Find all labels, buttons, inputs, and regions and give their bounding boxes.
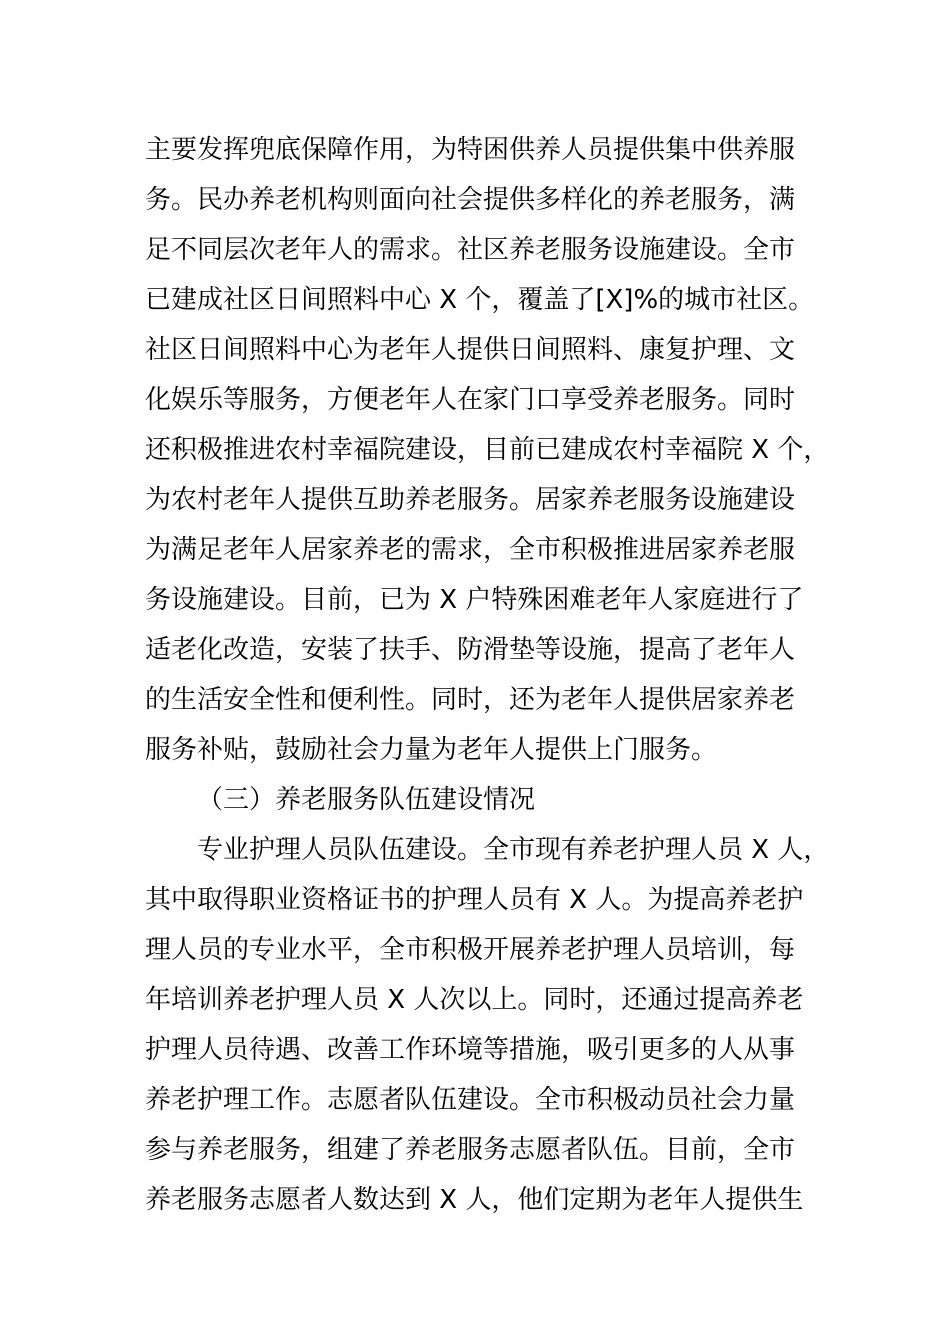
text-line: 养老护理工作。志愿者队伍建设。全市积极动员社会力量 [145, 1085, 796, 1115]
text-line: 参与养老服务，组建了养老服务志愿者队伍。目前，全市 [145, 1135, 796, 1165]
text-line: 足不同层次老年人的需求。社区养老服务设施建设。全市 [145, 235, 796, 265]
section-heading: （三）养老服务队伍建设情况 [197, 785, 536, 815]
text-line: 的生活安全性和便利性。同时，还为老年人提供居家养老 [145, 685, 796, 715]
text-line: 理人员的专业水平，全市积极开展养老护理人员培训，每 [145, 935, 796, 965]
text-line: 其中取得职业资格证书的护理人员有 X 人。为提高养老护 [145, 885, 804, 915]
text-line: 还积极推进农村幸福院建设，目前已建成农村幸福院 X 个， [145, 435, 830, 465]
text-line: 年培训养老护理人员 X 人次以上。同时，还通过提高养老 [145, 985, 804, 1015]
text-line: 服务补贴，鼓励社会力量为老年人提供上门服务。 [145, 735, 718, 765]
text-line: 社区日间照料中心为老年人提供日间照料、康复护理、文 [145, 335, 796, 365]
text-line: 养老服务志愿者人数达到 X 人，他们定期为老年人提供生 [145, 1185, 804, 1215]
text-line: 护理人员待遇、改善工作环境等措施，吸引更多的人从事 [145, 1035, 796, 1065]
paragraph-first-line: 专业护理人员队伍建设。全市现有养老护理人员 X 人， [197, 835, 830, 865]
text-line: 务。民办养老机构则面向社会提供多样化的养老服务，满 [145, 185, 796, 215]
text-line: 为满足老年人居家养老的需求，全市积极推进居家养老服 [145, 535, 796, 565]
text-line: 适老化改造，安装了扶手、防滑垫等设施，提高了老年人 [145, 635, 796, 665]
text-line: 为农村老年人提供互助养老服务。居家养老服务设施建设 [145, 485, 796, 515]
document-body [145, 125, 845, 1225]
text-line: 主要发挥兜底保障作用，为特困供养人员提供集中供养服 [145, 135, 796, 165]
text-line: 务设施建设。目前，已为 X 户特殊困难老年人家庭进行了 [145, 585, 804, 615]
text-line: 化娱乐等服务，方便老年人在家门口享受养老服务。同时 [145, 385, 796, 415]
text-line: 已建成社区日间照料中心 X 个，覆盖了[X]%的城市社区。 [145, 285, 815, 315]
